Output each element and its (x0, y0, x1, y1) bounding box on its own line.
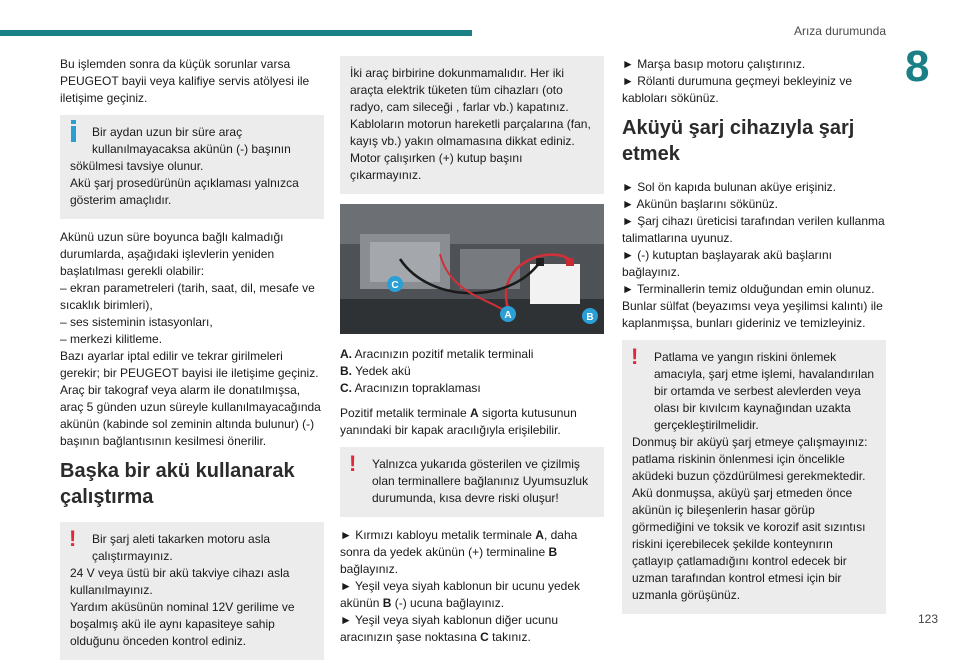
charger-step-5: ► Terminallerin temiz olduğundan emin olunuz. Bunlar sülfat (beyazımsı veya yeşilimsi kalıntı) ile kaplanmışsa, bunları gideriniz ve temizleyiniz. (622, 282, 883, 330)
column-right (622, 56, 886, 624)
charger-step-2: ► Akünün başlarını sökünüz. (622, 197, 778, 211)
svg-text:C: C (391, 280, 399, 291)
column-left (60, 56, 324, 670)
info-note-line2: sökülmesi tavsiye olunur. (70, 159, 204, 173)
engine-bay-illustration (340, 204, 604, 334)
explosion-warning-line2: Donmuş bir aküyü şarj etmeye çalışmayınız: patlama riskinin önlenmesi için öncelikle aküdeki buzun çözdürülmesi gerekmektedir. Akü donmuşsa, aküyü şarj etmeden önce akünün iç bileşenlerin hasar görüp görmediğini ve toksik ve korozif asit sızıntısı riskini içerebilecek şekilde konteynırın çatlayıp çatlamadığını kontrol edecek bir uzman tarafından kontrol etmesi için bir uzmanla görüşünüz. (632, 435, 868, 602)
section-heading-jumpstart: Başka bir akü kullanarak çalıştırma (60, 460, 295, 508)
section-heading-charger: Aküyü şarj cihazıyla şarj etmek (622, 117, 855, 165)
label-c-marker (387, 276, 403, 292)
chapter-number: 8 (905, 42, 930, 91)
header-accent-bar (0, 30, 472, 36)
charger-step-3: ► Şarj cihazı üreticisi tarafından verilen kullanma talimatlarına uyunuz. (622, 214, 885, 245)
precaution-note (340, 56, 604, 194)
warning-line3: Yardım aküsünün nominal 12V gerilime ve boşalmış akü ile aynı kapasiteye sahip olduğunu önceden kontrol ediniz. (70, 600, 295, 648)
step-idle-remove: ► Rölanti durumuna geçmeyi bekleyiniz ve kabloları sökünüz. (622, 74, 852, 105)
svg-text:A: A (504, 310, 512, 321)
reset-item-lock: – merkezi kilitleme. (60, 332, 163, 346)
precaution-text: İki araç birbirine dokunmamalıdır. Her iki araçta elektrik tüketen tüm cihazları (oto radyo, cam sileceği , farlar vb.) kapatınız. Kabloların motorun hareketli parçalarına (fan, kayış vb.) yakın olmamasına dikkat ediniz. Motor çalışırken (+) kutup başını çıkarmayınız. (350, 66, 591, 182)
legend-b: B. Yedek akü (340, 364, 411, 378)
info-note-line1: Bir aydan uzun bir süre araç kullanılmayacaksa akünün (-) başının (92, 125, 291, 156)
reset-paragraph: Akünü uzun süre boyunca bağlı kalmadığı durumlarda, aşağıdaki işlevlerin yeniden başlatılması gerekli olabilir: (60, 230, 284, 278)
label-b-marker (582, 308, 598, 324)
warning-icon: ! (631, 344, 639, 369)
section-title: Arıza durumunda (793, 24, 886, 38)
svg-text:B: B (586, 312, 594, 323)
explosion-warning (622, 340, 886, 614)
page-number: 123 (917, 612, 938, 626)
charger-step-4: ► (-) kutuptan başlayarak akü başlarını bağlayınız. (622, 248, 832, 279)
jumpstart-photo (340, 204, 604, 334)
warning-note (60, 522, 324, 660)
label-a-marker (500, 306, 516, 322)
step-start-engine: ► Marşa basıp motoru çalıştırınız. (622, 57, 806, 71)
short-circuit-warning (340, 447, 604, 517)
legend-a: A. Aracınızın pozitif metalik terminali (340, 347, 534, 361)
step-red-cable: ► Kırmızı kabloyu metalik terminale A, daha sonra da yedek akünün (+) terminaline B bağlayınız. (340, 528, 578, 576)
info-note (60, 115, 324, 219)
warning-icon: ! (349, 451, 357, 476)
info-note-line3: Akü şarj prosedürünün açıklaması yalnızca gösterim amaçlıdır. (70, 176, 299, 207)
explosion-warning-line1: Patlama ve yangın riskini önlemek amacıyla, şarj etme işlemi, havalandırılan bir ortamda ve serbest alevlerden veya olası bir kıvılcım kaynağından uzakta gerçekleştirilmelidir. (654, 350, 875, 432)
warning-icon: ! (69, 526, 77, 551)
step-black-cable-battery: ► Yeşil veya siyah kablonun bir ucunu yedek akünün B (-) ucuna bağlayınız. (340, 579, 581, 610)
charger-step-1: ► Sol ön kapıda bulunan aküye erişiniz. (622, 180, 837, 194)
tachograph-paragraph: Araç bir takograf veya alarm ile donatılmışsa, araç 5 günden uzun süreyle kullanılmayacağında akünün (kabinde sol zeminin altında bulunur) (-) başının bağlantısının kesilmesi önerilir. (60, 383, 321, 448)
reset-item-radio: – ses sisteminin istasyonları, (60, 315, 213, 329)
warning-line2: 24 V veya üstü bir akü takviye cihazı asla kullanılmayınız. (70, 566, 290, 597)
step-black-cable-ground: ► Yeşil veya siyah kablonun diğer ucunu aracınızın şase noktasına C takınız. (340, 613, 559, 644)
terminal-access-paragraph: Pozitif metalik terminale A sigorta kutusunun yanındaki bir kapak aracılığıyla erişilebilir. (340, 406, 577, 437)
legend-c: C. Aracınızın topraklaması (340, 381, 481, 395)
intro-paragraph: Bu işlemden sonra da küçük sorunlar varsa PEUGEOT bayii veya kalifiye servis atölyesi ile iletişime geçiniz. (60, 57, 310, 105)
column-middle (340, 56, 604, 654)
reset-settings-paragraph: Bazı ayarlar iptal edilir ve tekrar girilmeleri gerekir; bir PEUGEOT bayisi ile iletişime geçiniz. (60, 349, 319, 380)
info-icon (71, 126, 76, 142)
reset-item-display: – ekran parametreleri (tarih, saat, dil, mesafe ve sıcaklık birimleri), (60, 281, 315, 312)
short-circuit-text: Yalnızca yukarıda gösterilen ve çizilmiş olan terminallere bağlanınız Uyumsuzluk durumunda, kısa devre riski oluşur! (372, 457, 589, 505)
warning-line1: Bir şarj aleti takarken motoru asla çalıştırmayınız. (92, 532, 271, 563)
